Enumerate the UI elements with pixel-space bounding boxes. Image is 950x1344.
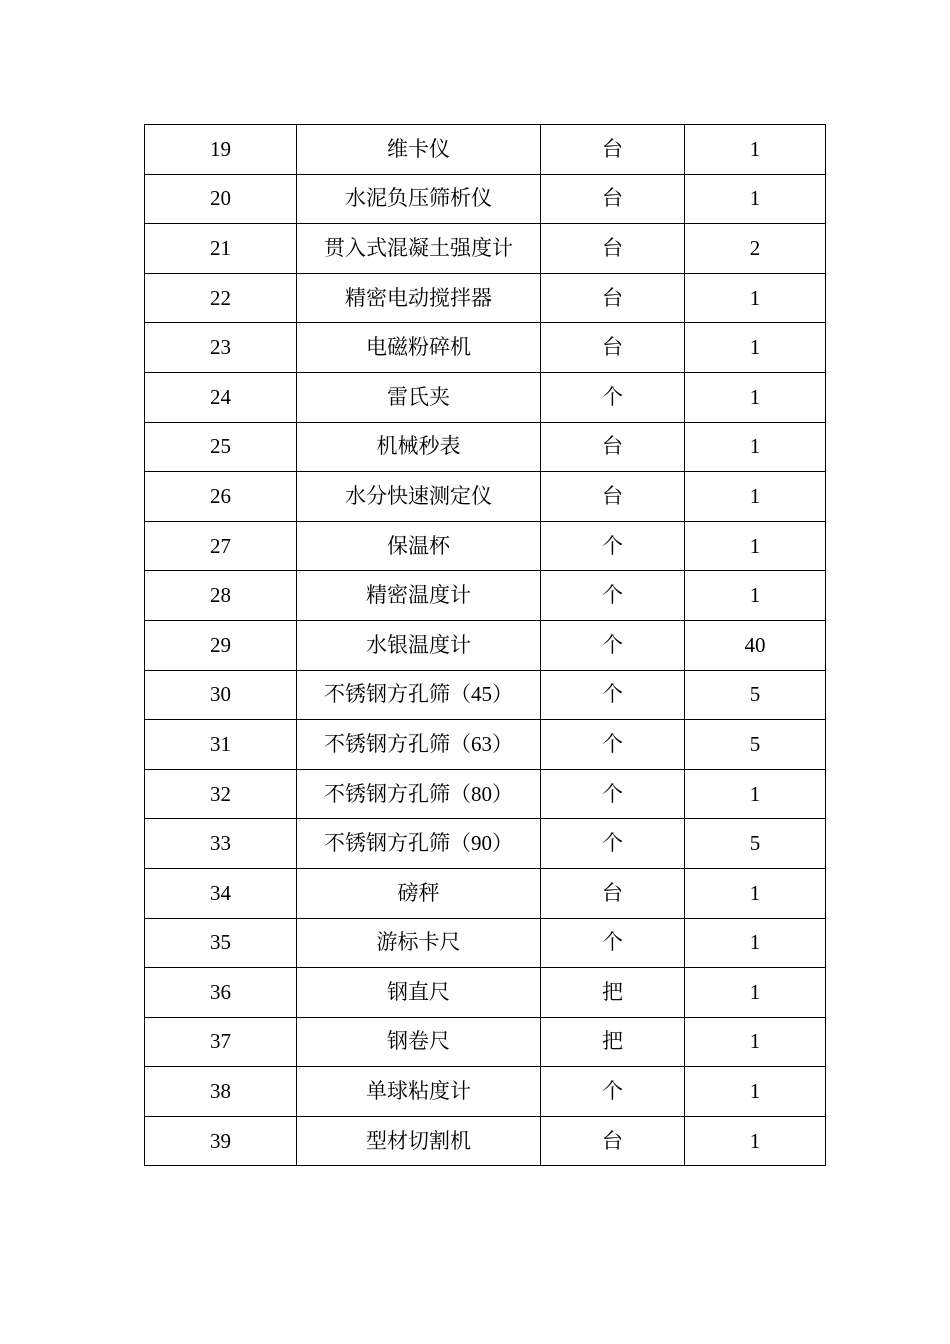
row-number-cell: 32 xyxy=(145,769,297,819)
item-name-cell: 精密温度计 xyxy=(297,571,541,621)
quantity-cell: 1 xyxy=(685,125,826,175)
unit-cell: 个 xyxy=(541,372,685,422)
item-name-cell: 不锈钢方孔筛（45） xyxy=(297,670,541,720)
row-number-cell: 30 xyxy=(145,670,297,720)
table-row xyxy=(145,968,826,1018)
unit-cell: 台 xyxy=(541,323,685,373)
table-row xyxy=(145,1017,826,1067)
unit-cell: 台 xyxy=(541,472,685,522)
unit-cell: 台 xyxy=(541,174,685,224)
item-name-cell: 保温杯 xyxy=(297,521,541,571)
item-name-cell: 水银温度计 xyxy=(297,620,541,670)
item-name-cell: 钢卷尺 xyxy=(297,1017,541,1067)
row-number-cell: 34 xyxy=(145,868,297,918)
table-row xyxy=(145,571,826,621)
item-name-cell: 不锈钢方孔筛（90） xyxy=(297,819,541,869)
quantity-cell: 5 xyxy=(685,819,826,869)
row-number-cell: 24 xyxy=(145,372,297,422)
unit-cell: 把 xyxy=(541,968,685,1018)
item-name-cell: 游标卡尺 xyxy=(297,918,541,968)
quantity-cell: 2 xyxy=(685,224,826,274)
quantity-cell: 1 xyxy=(685,868,826,918)
item-name-cell: 水分快速测定仪 xyxy=(297,472,541,522)
unit-cell: 个 xyxy=(541,521,685,571)
item-name-cell: 电磁粉碎机 xyxy=(297,323,541,373)
quantity-cell: 1 xyxy=(685,174,826,224)
table-row xyxy=(145,422,826,472)
table-body xyxy=(145,125,826,1166)
quantity-cell: 1 xyxy=(685,323,826,373)
unit-cell: 个 xyxy=(541,918,685,968)
table-row xyxy=(145,918,826,968)
equipment-table xyxy=(144,124,826,1166)
table-row xyxy=(145,273,826,323)
item-name-cell: 不锈钢方孔筛（63） xyxy=(297,720,541,770)
unit-cell: 个 xyxy=(541,769,685,819)
quantity-cell: 1 xyxy=(685,1067,826,1117)
table-row xyxy=(145,769,826,819)
row-number-cell: 19 xyxy=(145,125,297,175)
table-row xyxy=(145,521,826,571)
unit-cell: 台 xyxy=(541,224,685,274)
row-number-cell: 28 xyxy=(145,571,297,621)
quantity-cell: 1 xyxy=(685,372,826,422)
unit-cell: 个 xyxy=(541,819,685,869)
table-row xyxy=(145,174,826,224)
item-name-cell: 不锈钢方孔筛（80） xyxy=(297,769,541,819)
quantity-cell: 1 xyxy=(685,1116,826,1166)
unit-cell: 个 xyxy=(541,720,685,770)
row-number-cell: 38 xyxy=(145,1067,297,1117)
unit-cell: 台 xyxy=(541,868,685,918)
row-number-cell: 23 xyxy=(145,323,297,373)
item-name-cell: 钢直尺 xyxy=(297,968,541,1018)
row-number-cell: 26 xyxy=(145,472,297,522)
unit-cell: 个 xyxy=(541,571,685,621)
quantity-cell: 1 xyxy=(685,968,826,1018)
quantity-cell: 1 xyxy=(685,472,826,522)
row-number-cell: 21 xyxy=(145,224,297,274)
quantity-cell: 1 xyxy=(685,273,826,323)
table-row xyxy=(145,224,826,274)
quantity-cell: 5 xyxy=(685,720,826,770)
quantity-cell: 40 xyxy=(685,620,826,670)
row-number-cell: 36 xyxy=(145,968,297,1018)
table-row xyxy=(145,323,826,373)
quantity-cell: 1 xyxy=(685,521,826,571)
table-row xyxy=(145,670,826,720)
item-name-cell: 单球粘度计 xyxy=(297,1067,541,1117)
table-row xyxy=(145,620,826,670)
unit-cell: 台 xyxy=(541,273,685,323)
row-number-cell: 22 xyxy=(145,273,297,323)
unit-cell: 台 xyxy=(541,1116,685,1166)
unit-cell: 个 xyxy=(541,670,685,720)
quantity-cell: 1 xyxy=(685,422,826,472)
quantity-cell: 1 xyxy=(685,769,826,819)
item-name-cell: 维卡仪 xyxy=(297,125,541,175)
unit-cell: 个 xyxy=(541,620,685,670)
item-name-cell: 雷氏夹 xyxy=(297,372,541,422)
row-number-cell: 27 xyxy=(145,521,297,571)
table-row xyxy=(145,819,826,869)
row-number-cell: 37 xyxy=(145,1017,297,1067)
table-row xyxy=(145,372,826,422)
table-row xyxy=(145,1067,826,1117)
row-number-cell: 20 xyxy=(145,174,297,224)
table-row xyxy=(145,1116,826,1166)
item-name-cell: 贯入式混凝土强度计 xyxy=(297,224,541,274)
unit-cell: 把 xyxy=(541,1017,685,1067)
unit-cell: 台 xyxy=(541,125,685,175)
table-row xyxy=(145,125,826,175)
table-row xyxy=(145,868,826,918)
item-name-cell: 型材切割机 xyxy=(297,1116,541,1166)
item-name-cell: 水泥负压筛析仪 xyxy=(297,174,541,224)
unit-cell: 台 xyxy=(541,422,685,472)
quantity-cell: 1 xyxy=(685,1017,826,1067)
item-name-cell: 机械秒表 xyxy=(297,422,541,472)
row-number-cell: 35 xyxy=(145,918,297,968)
table-row xyxy=(145,720,826,770)
row-number-cell: 39 xyxy=(145,1116,297,1166)
row-number-cell: 29 xyxy=(145,620,297,670)
item-name-cell: 精密电动搅拌器 xyxy=(297,273,541,323)
quantity-cell: 5 xyxy=(685,670,826,720)
row-number-cell: 25 xyxy=(145,422,297,472)
row-number-cell: 33 xyxy=(145,819,297,869)
unit-cell: 个 xyxy=(541,1067,685,1117)
table-row xyxy=(145,472,826,522)
row-number-cell: 31 xyxy=(145,720,297,770)
item-name-cell: 磅秤 xyxy=(297,868,541,918)
quantity-cell: 1 xyxy=(685,571,826,621)
quantity-cell: 1 xyxy=(685,918,826,968)
